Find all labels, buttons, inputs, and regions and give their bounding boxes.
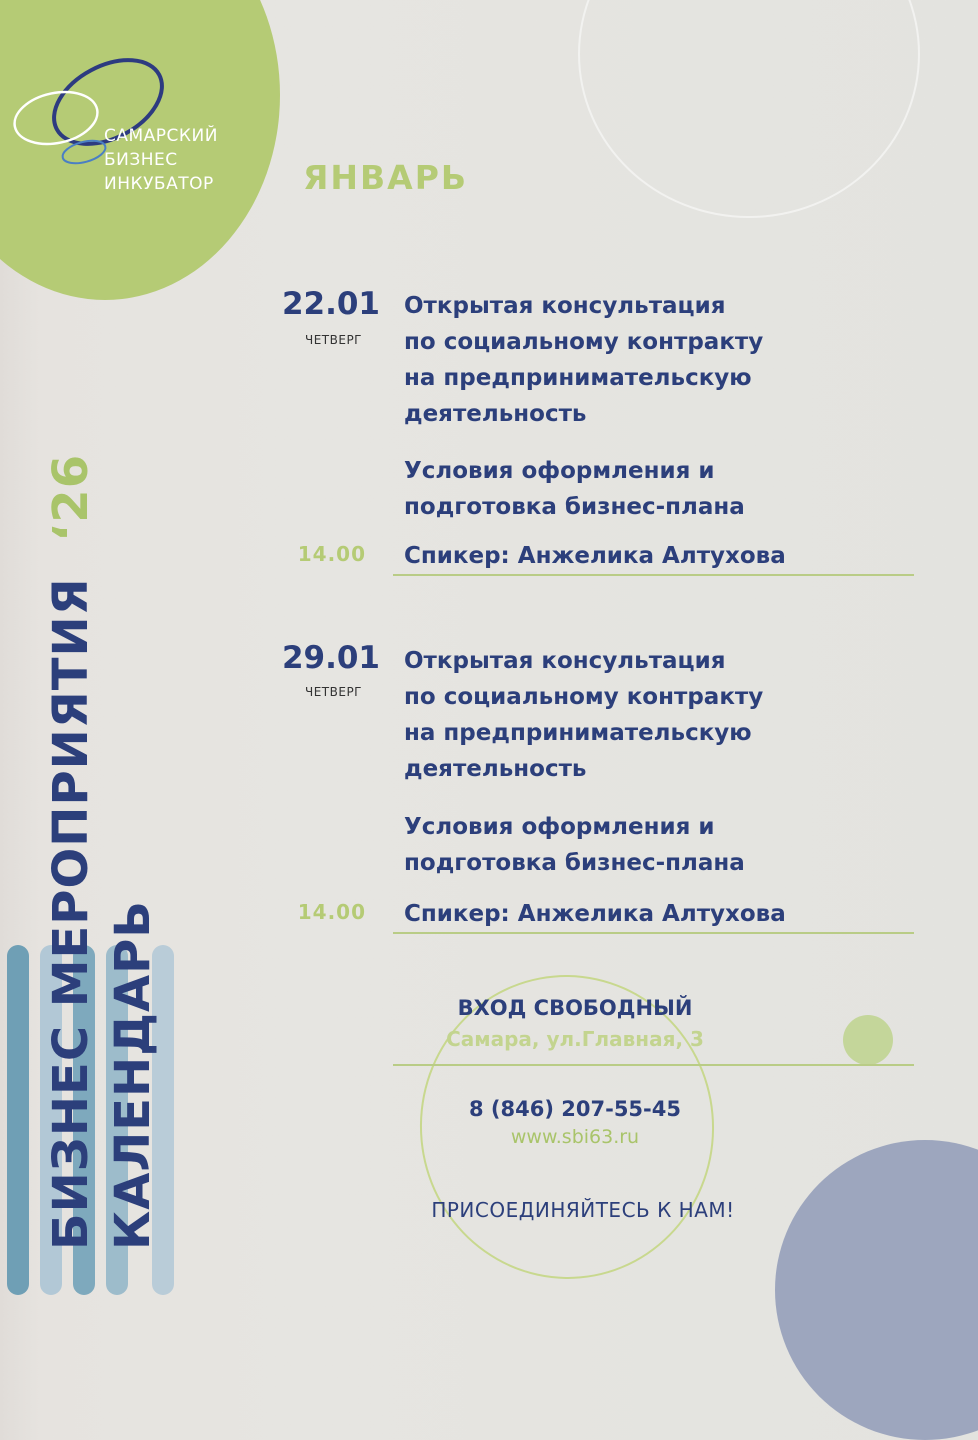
logo-text	[104, 124, 218, 196]
footer-divider	[393, 1064, 914, 1066]
event-2-title	[404, 643, 763, 787]
event-1-date: 22.01	[281, 286, 380, 322]
event-1-title	[404, 288, 763, 432]
event-2-subtitle-line-2: подготовка бизнес-плана	[404, 850, 745, 876]
event-2-speaker: Спикер: Анжелика Алтухова	[404, 901, 786, 927]
event-2-time: 14.00	[297, 900, 366, 924]
event-1-title-line-2: по социальному контракту	[404, 329, 764, 355]
side-title-line-2: КАЛЕНДАРЬ	[105, 900, 161, 1250]
logo-line-2: БИЗНЕС	[104, 150, 178, 170]
event-2-divider	[393, 932, 914, 934]
small-green-circle-decoration	[843, 1015, 893, 1065]
side-title-year: ‘26	[43, 453, 99, 542]
month-title: ЯНВАРЬ	[303, 158, 469, 197]
event-2-title-line-2: по социальному контракту	[404, 684, 764, 710]
side-title-line-1	[40, 350, 102, 1250]
event-1-subtitle-line-2: подготовка бизнес-плана	[404, 494, 745, 520]
bar-decoration-1	[7, 945, 29, 1295]
event-2-date: 29.01	[281, 640, 380, 676]
event-2-title-line-4: деятельность	[404, 756, 587, 782]
event-2-title-line-1: Открытая консультация	[404, 648, 726, 674]
address-text: Самара, ул.Главная, 3	[446, 1027, 704, 1051]
side-title	[40, 350, 170, 1250]
event-2-subtitle-line-1: Условия оформления и	[404, 814, 715, 840]
event-1-title-line-3: на предпринимательскую	[404, 365, 752, 391]
phone-number[interactable]: 8 (846) 207-55-45	[469, 1097, 681, 1121]
event-1-weekday: ЧЕТВЕРГ	[304, 333, 362, 347]
event-2-subtitle	[404, 809, 745, 881]
event-1-subtitle	[404, 453, 745, 525]
event-2-title-line-3: на предпринимательскую	[404, 720, 752, 746]
blue-circle-decoration	[775, 1140, 978, 1440]
event-1-time: 14.00	[297, 542, 366, 566]
logo-line-3: ИНКУБАТОР	[104, 174, 214, 194]
event-1-divider	[393, 574, 914, 576]
side-title-main: БИЗНЕС МЕРОПРИЯТИЯ	[43, 577, 99, 1250]
event-1-title-line-4: деятельность	[404, 401, 587, 427]
join-us-text: ПРИСОЕДИНЯЙТЕСЬ К НАМ!	[431, 1198, 735, 1222]
event-1-speaker: Спикер: Анжелика Алтухова	[404, 543, 786, 569]
outline-circle-decoration	[578, 0, 920, 218]
event-2-weekday: ЧЕТВЕРГ	[304, 685, 362, 699]
website-link[interactable]: www.sbi63.ru	[510, 1126, 640, 1148]
event-1-title-line-1: Открытая консультация	[404, 293, 726, 319]
entry-free-label: ВХОД СВОБОДНЫЙ	[457, 996, 693, 1020]
logo-line-1: САМАРСКИЙ	[104, 126, 218, 146]
event-1-subtitle-line-1: Условия оформления и	[404, 458, 715, 484]
